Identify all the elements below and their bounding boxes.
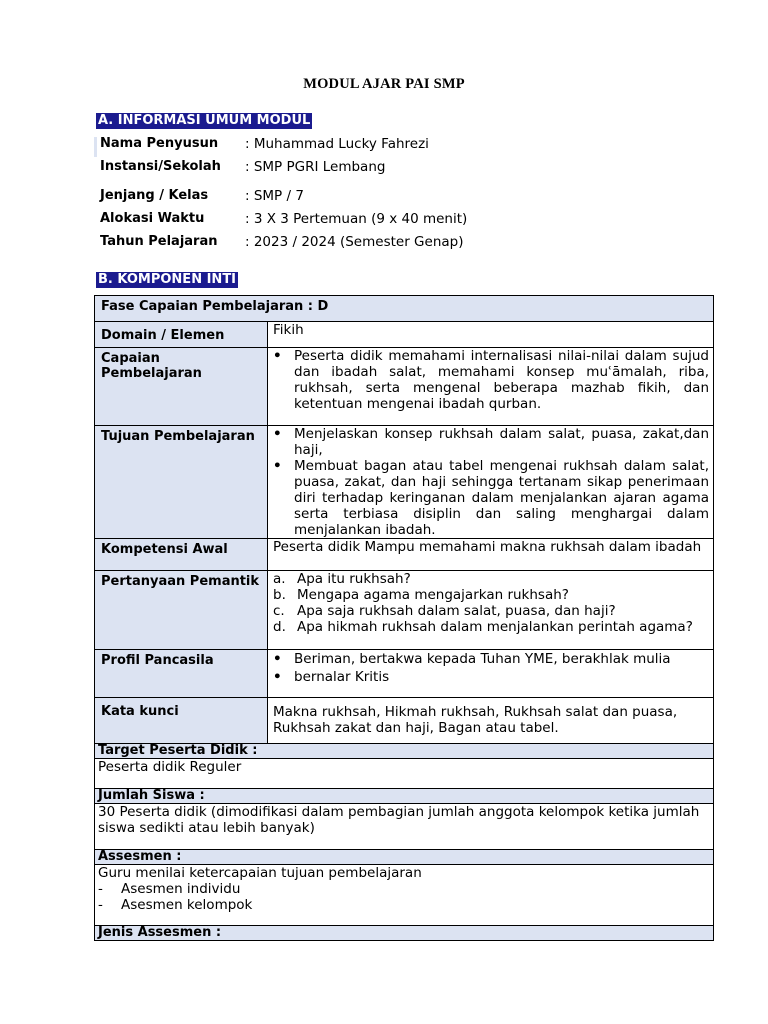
table-row: [95, 850, 714, 865]
table-row: [95, 539, 714, 571]
assesmen-item-text: Asesmen kelompok: [121, 897, 253, 913]
jenis-assesmen-label: Jenis Assesmen :: [95, 926, 714, 941]
table-row: [95, 348, 714, 426]
table-row: [95, 322, 714, 348]
capaian-value: [268, 348, 714, 426]
bullet-icon: •: [273, 669, 282, 685]
pertanyaan-label: Pertanyaan Pemantik: [95, 571, 268, 650]
profil-item-text: Beriman, bertakwa kepada Tuhan YME, berakhlak mulia: [294, 651, 671, 667]
section-a-heading: A. INFORMASI UMUM MODUL: [98, 113, 311, 128]
kata-kunci-label: Kata kunci: [95, 698, 268, 744]
bullet-icon: •: [273, 426, 282, 442]
list-item: [273, 458, 709, 538]
table-row: [95, 296, 714, 322]
info-label: Instansi/Sekolah: [100, 159, 221, 174]
tujuan-value: [268, 426, 714, 539]
info-value: : 2023 / 2024 (Semester Genap): [245, 234, 464, 250]
list-item: [98, 881, 709, 897]
table-row: [95, 650, 714, 698]
table-row: [95, 789, 714, 804]
list-item: [273, 587, 709, 603]
table-row: [95, 698, 714, 744]
table-row: [95, 804, 714, 850]
kompetensi-value: Peserta didik Mampu memahami makna rukhsah dalam ibadah: [268, 539, 714, 571]
list-marker: a.: [273, 571, 286, 587]
list-item: [273, 426, 709, 458]
question-text: Apa itu rukhsah?: [297, 571, 411, 587]
table-row: [95, 759, 714, 789]
table-row: [95, 571, 714, 650]
list-marker: -: [98, 897, 103, 913]
tujuan-label: Tujuan Pembelajaran: [95, 426, 268, 539]
kata-kunci-value: Makna rukhsah, Hikmah rukhsah, Rukhsah salat dan puasa, Rukhsah zakat dan haji, Bagan atau tabel.: [268, 698, 714, 744]
list-item: [273, 348, 709, 412]
list-marker: d.: [273, 619, 286, 635]
profil-label: Profil Pancasila: [95, 650, 268, 698]
field-marker: [94, 137, 97, 157]
table-row: [95, 865, 714, 926]
section-b-heading: B. KOMPONEN INTI: [98, 272, 237, 287]
jumlah-label: Jumlah Siswa :: [95, 789, 714, 804]
info-value: : 3 X 3 Pertemuan (9 x 40 menit): [245, 211, 468, 227]
assesmen-value: [95, 865, 714, 926]
fase-label: Fase Capaian Pembelajaran : D: [95, 296, 714, 322]
assesmen-intro: Guru menilai ketercapaian tujuan pembelajaran: [98, 865, 422, 881]
tujuan-item-text: Menjelaskan konsep rukhsah dalam salat, puasa, zakat,dan haji,: [294, 426, 710, 458]
capaian-label: Capaian Pembelajaran: [95, 348, 268, 426]
domain-value: Fikih: [268, 322, 714, 348]
info-label: Tahun Pelajaran: [100, 234, 218, 249]
pertanyaan-value: [268, 571, 714, 650]
info-value: : Muhammad Lucky Fahrezi: [245, 136, 429, 152]
kompetensi-label: Kompetensi Awal: [95, 539, 268, 571]
profil-item-text: bernalar Kritis: [294, 669, 390, 685]
bullet-icon: •: [273, 651, 282, 667]
domain-label: Domain / Elemen: [95, 322, 268, 348]
assesmen-item-text: Asesmen individu: [121, 881, 241, 897]
bullet-icon: •: [273, 348, 282, 364]
list-marker: c.: [273, 603, 285, 619]
list-item: [98, 897, 709, 913]
table-row: [95, 426, 714, 539]
list-item: [273, 571, 709, 587]
assesmen-label: Assesmen :: [95, 850, 714, 865]
list-item: [273, 603, 709, 619]
question-text: Mengapa agama mengajarkan rukhsah?: [297, 587, 569, 603]
profil-value: [268, 650, 714, 698]
list-marker: -: [98, 881, 103, 897]
info-label: Alokasi Waktu: [100, 211, 205, 226]
table-row: [95, 744, 714, 759]
capaian-item-text: Peserta didik memahami internalisasi nilai-nilai dalam sujud dan ibadah salat, memahami konsep muʿāmalah, riba, rukhsah, serta mengenal beberapa mazhab fikih, dan ketentuan mengenai ibadah qurban.: [294, 348, 710, 412]
document-title: MODUL AJAR PAI SMP: [303, 76, 465, 92]
info-label: Nama Penyusun: [100, 136, 219, 151]
list-item: [273, 650, 709, 668]
target-label: Target Peserta Didik :: [95, 744, 714, 759]
question-text: Apa saja rukhsah dalam salat, puasa, dan haji?: [297, 603, 616, 619]
bullet-icon: •: [273, 458, 282, 474]
list-marker: b.: [273, 587, 286, 603]
list-item: [273, 619, 709, 635]
info-label: Jenjang / Kelas: [100, 188, 209, 203]
list-item: [273, 668, 709, 686]
question-text: Apa hikmah rukhsah dalam menjalankan perintah agama?: [297, 619, 693, 635]
info-value: : SMP / 7: [245, 188, 304, 204]
komponen-inti-table: [94, 295, 714, 941]
info-value: : SMP PGRI Lembang: [245, 159, 386, 175]
table-row: [95, 926, 714, 941]
jumlah-value: 30 Peserta didik (dimodifikasi dalam pembagian jumlah anggota kelompok ketika jumlah siswa sedikti atau lebih banyak): [95, 804, 714, 850]
target-value: Peserta didik Reguler: [95, 759, 714, 789]
tujuan-item-text: Membuat bagan atau tabel mengenai rukhsah dalam salat, puasa, zakat, dan haji sehingga tertanam sikap penerimaan diri terhadap keringanan dalam menjalankan ajaran agama serta terbiasa disiplin dan saling menghargai dalam menjalankan ibadah.: [294, 458, 710, 538]
